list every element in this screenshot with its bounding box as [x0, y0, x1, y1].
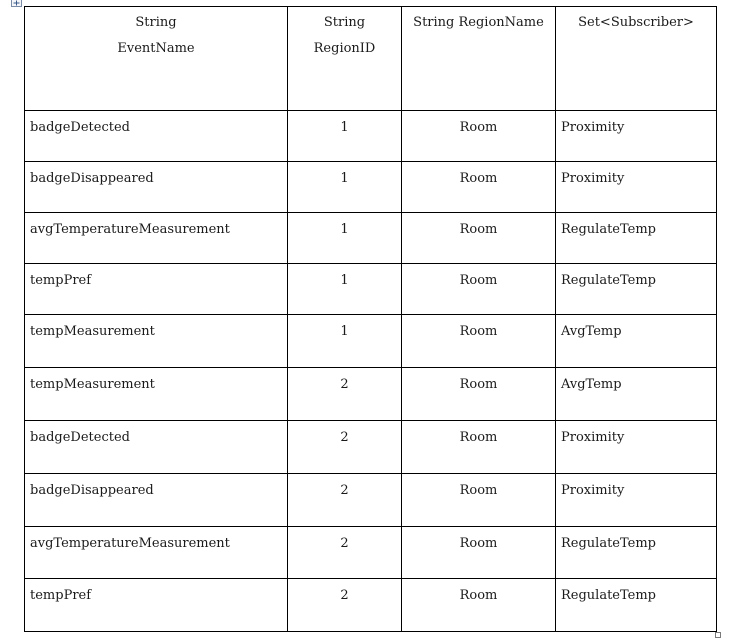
header-subscriber-set[interactable]	[556, 7, 717, 111]
cell-region-id[interactable]: 1	[288, 264, 402, 315]
cell-region-name[interactable]: Room	[402, 162, 556, 213]
cell-subscriber[interactable]: Proximity	[556, 474, 717, 527]
cell-subscriber[interactable]: AvgTemp	[556, 368, 717, 421]
cell-region-name[interactable]: Room	[402, 579, 556, 632]
header-region-id-line2: RegionID	[313, 41, 376, 56]
cell-event-name[interactable]: avgTemperatureMeasurement	[25, 213, 288, 264]
table-row	[25, 474, 717, 527]
cell-region-id[interactable]: 2	[288, 474, 402, 527]
cell-subscriber[interactable]: AvgTemp	[556, 315, 717, 368]
table-row	[25, 111, 717, 162]
table-row	[25, 264, 717, 315]
cell-region-id[interactable]: 1	[288, 213, 402, 264]
cell-region-name[interactable]: Room	[402, 213, 556, 264]
header-event-name[interactable]	[25, 7, 288, 111]
cell-region-id[interactable]: 2	[288, 527, 402, 579]
table-header-row	[25, 7, 717, 111]
event-subscription-table	[24, 6, 717, 632]
cell-region-id[interactable]: 1	[288, 315, 402, 368]
table-row	[25, 162, 717, 213]
cell-event-name[interactable]: avgTemperatureMeasurement	[25, 527, 288, 579]
cell-region-name[interactable]: Room	[402, 474, 556, 527]
cell-event-name[interactable]: tempMeasurement	[25, 315, 288, 368]
header-event-name-line2: EventName	[117, 41, 195, 56]
cell-region-id[interactable]: 1	[288, 111, 402, 162]
cell-event-name[interactable]: tempPref	[25, 264, 288, 315]
cell-event-name[interactable]: badgeDisappeared	[25, 474, 288, 527]
table-row	[25, 579, 717, 632]
cell-event-name[interactable]: tempMeasurement	[25, 368, 288, 421]
table-resize-handle[interactable]	[715, 632, 721, 638]
cell-region-id[interactable]: 2	[288, 421, 402, 474]
table-row	[25, 421, 717, 474]
header-region-id-line1: String	[323, 15, 366, 30]
table-row	[25, 213, 717, 264]
table-row	[25, 527, 717, 579]
cell-region-id[interactable]: 1	[288, 162, 402, 213]
cell-subscriber[interactable]: Proximity	[556, 111, 717, 162]
cell-subscriber[interactable]: RegulateTemp	[556, 264, 717, 315]
cell-event-name[interactable]: tempPref	[25, 579, 288, 632]
header-region-name-line1: String RegionName	[413, 15, 544, 30]
cell-region-name[interactable]: Room	[402, 111, 556, 162]
cell-event-name[interactable]: badgeDetected	[25, 421, 288, 474]
cell-subscriber[interactable]: RegulateTemp	[556, 527, 717, 579]
cell-region-name[interactable]: Room	[402, 264, 556, 315]
header-region-name[interactable]	[402, 7, 556, 111]
cell-region-name[interactable]: Room	[402, 421, 556, 474]
cell-subscriber[interactable]: Proximity	[556, 421, 717, 474]
header-region-id[interactable]	[288, 7, 402, 111]
table-row	[25, 368, 717, 421]
header-event-name-line1: String	[135, 15, 177, 30]
cell-region-id[interactable]: 2	[288, 368, 402, 421]
table-move-handle-icon[interactable]	[11, 0, 22, 7]
cell-event-name[interactable]: badgeDisappeared	[25, 162, 288, 213]
cell-subscriber[interactable]: RegulateTemp	[556, 213, 717, 264]
cell-event-name[interactable]: badgeDetected	[25, 111, 288, 162]
header-subscriber-set-line1: Set<Subscriber>	[578, 15, 694, 30]
cell-region-name[interactable]: Room	[402, 315, 556, 368]
cell-subscriber[interactable]: Proximity	[556, 162, 717, 213]
cell-region-name[interactable]: Room	[402, 527, 556, 579]
cell-region-id[interactable]: 2	[288, 579, 402, 632]
table-row	[25, 315, 717, 368]
cell-subscriber[interactable]: RegulateTemp	[556, 579, 717, 632]
cell-region-name[interactable]: Room	[402, 368, 556, 421]
